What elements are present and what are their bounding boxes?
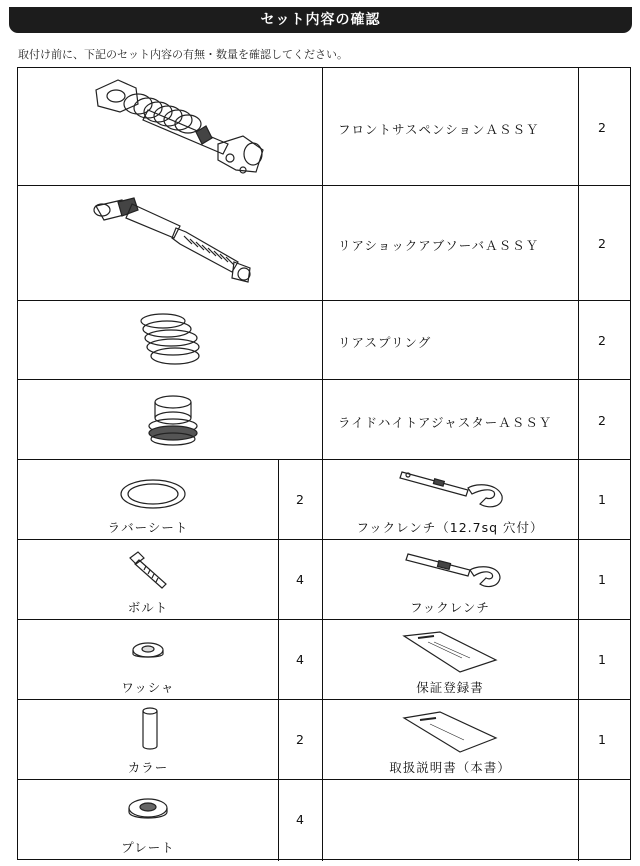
item-name: リアショックアブソーバＡＳＳＹ <box>338 238 540 253</box>
item-quantity: 2 <box>598 120 606 135</box>
item-name: フックレンチ（12.7sq 穴付） <box>356 520 544 535</box>
contents-table <box>17 67 631 860</box>
item-quantity: 2 <box>598 236 606 251</box>
rear-spring-drawing <box>133 311 207 369</box>
item-quantity: 4 <box>296 652 304 667</box>
plate-drawing <box>126 796 170 826</box>
table-row <box>18 780 630 861</box>
item-name: カラー <box>127 760 169 775</box>
item-name: 取扱説明書（本書） <box>389 760 511 775</box>
table-row <box>18 540 630 620</box>
item-name: ワッシャ <box>121 680 175 695</box>
instruction-text: 取付け前に、下記のセット内容の有無・数量を確認してください。 <box>18 48 348 61</box>
item-quantity: 4 <box>296 572 304 587</box>
item-quantity: 2 <box>296 732 304 747</box>
item-quantity: 2 <box>296 492 304 507</box>
item-quantity: 4 <box>296 812 304 827</box>
item-name: ラバーシート <box>107 520 189 535</box>
table-row <box>18 68 630 186</box>
item-name: フックレンチ <box>410 600 490 615</box>
table-row <box>18 380 630 460</box>
item-name: 保証登録書 <box>416 680 484 695</box>
table-row <box>18 186 630 301</box>
item-name: フロントサスペンションＡＳＳＹ <box>338 122 540 137</box>
manual-drawing <box>400 710 500 756</box>
item-quantity: 2 <box>598 333 606 348</box>
item-name: ボルト <box>127 600 169 615</box>
warranty-card-drawing <box>400 630 500 676</box>
section-header <box>9 7 632 33</box>
table-row <box>18 620 630 700</box>
item-quantity: 1 <box>598 732 606 747</box>
table-row <box>18 301 630 380</box>
item-quantity: 1 <box>598 572 606 587</box>
table-row <box>18 460 630 540</box>
item-name: ライドハイトアジャスターＡＳＳＹ <box>338 415 553 430</box>
rubber-seat-drawing <box>118 476 188 512</box>
table-row <box>18 700 630 780</box>
hook-wrench-with-hole-drawing <box>398 466 508 510</box>
front-suspension-assembly-drawing <box>78 74 278 182</box>
item-name: プレート <box>121 840 175 855</box>
item-quantity: 2 <box>598 413 606 428</box>
hook-wrench-drawing <box>404 550 504 590</box>
section-title: セット内容の確認 <box>260 12 381 28</box>
ride-height-adjuster-drawing <box>143 392 203 450</box>
rear-shock-absorber-drawing <box>88 196 258 292</box>
item-name: リアスプリング <box>338 335 432 350</box>
item-quantity: 1 <box>598 492 606 507</box>
collar-drawing <box>140 706 160 752</box>
bolt-drawing <box>126 548 176 592</box>
item-quantity: 1 <box>598 652 606 667</box>
washer-drawing <box>130 640 166 664</box>
